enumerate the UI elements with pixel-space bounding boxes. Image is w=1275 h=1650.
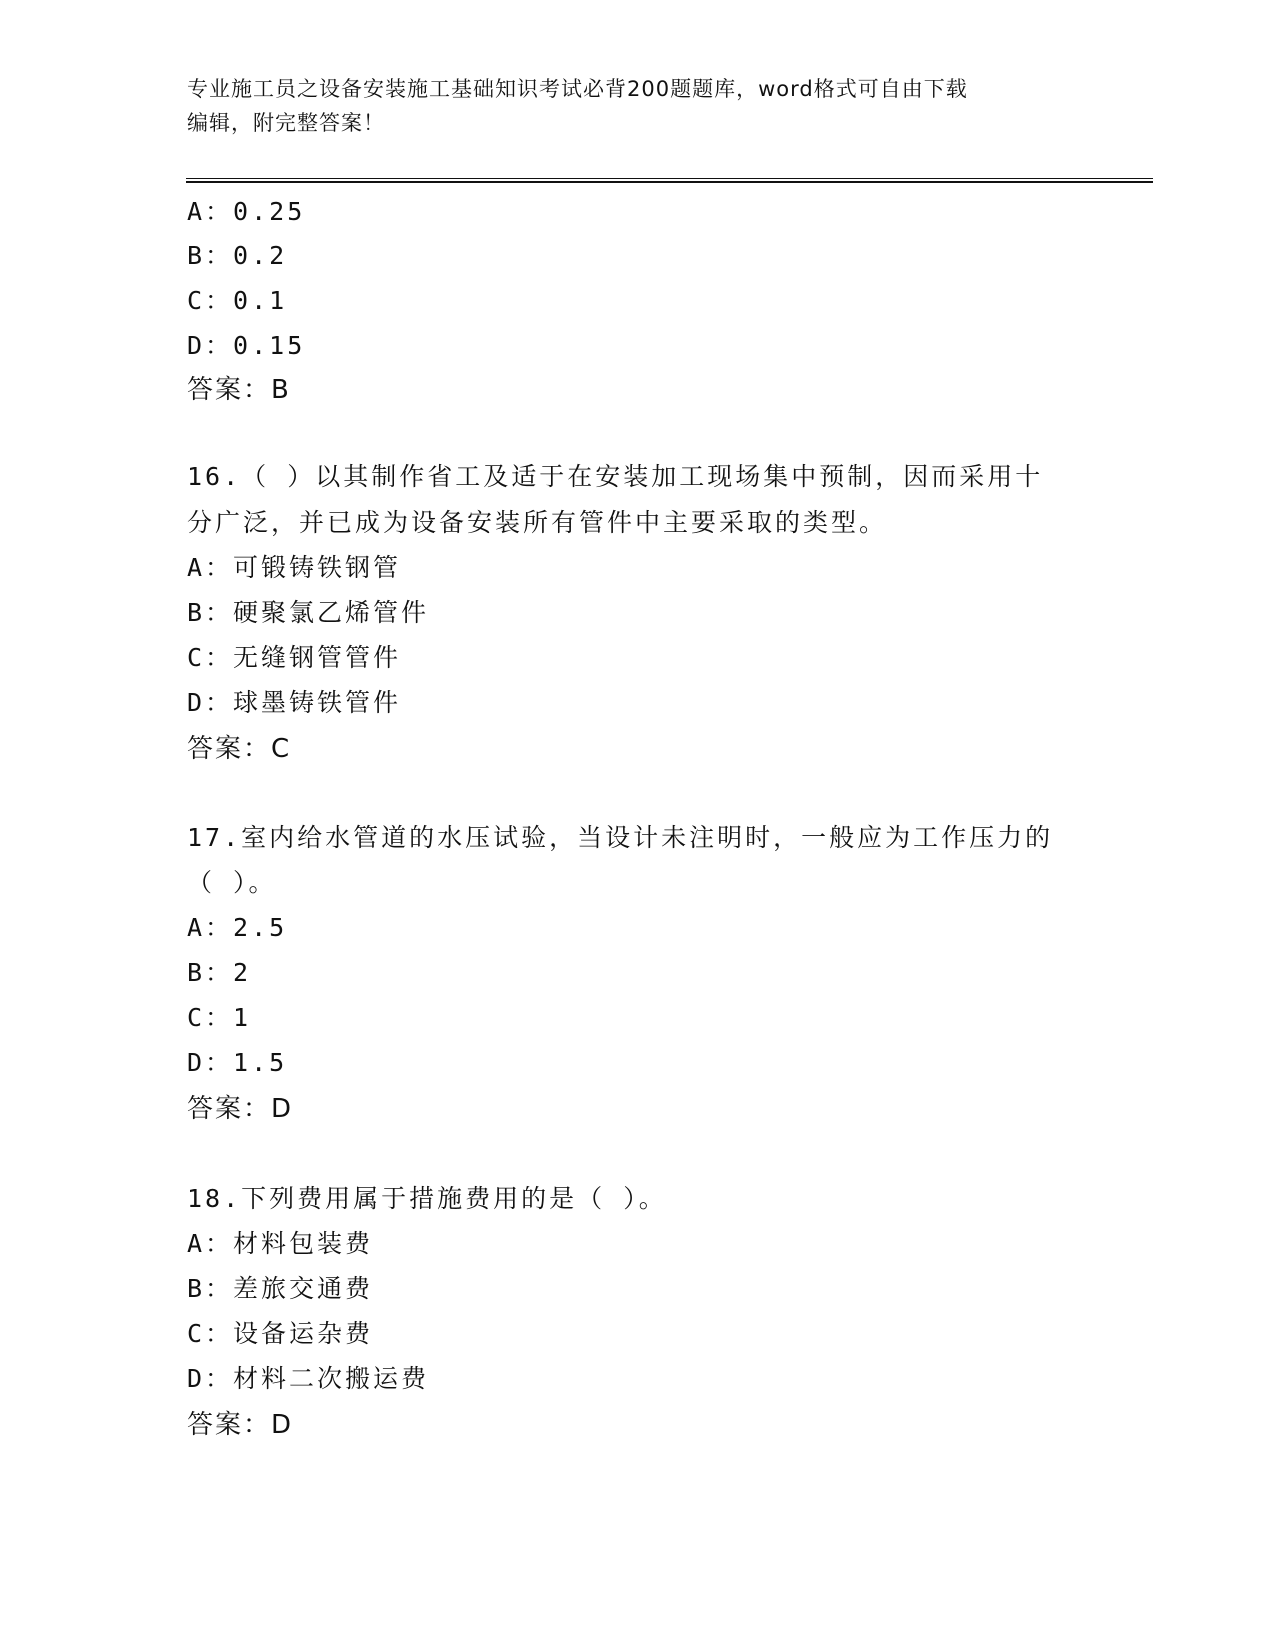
q18-option-b: B：差旅交通费: [187, 1274, 374, 1303]
document-header: [187, 72, 1067, 140]
q17-answer: 答案：D: [187, 1094, 294, 1124]
q15-option-c: C：0.1: [187, 286, 288, 315]
q16-option-d: D：球墨铸铁管件: [187, 688, 402, 717]
q16-option-c: C：无缝钢管管件: [187, 643, 402, 672]
q16-option-b: B：硬聚氯乙烯管件: [187, 598, 430, 627]
q15-option-d: D：0.15: [187, 331, 306, 360]
q17-option-b: B：2: [187, 958, 252, 987]
header-rule-thick: [186, 181, 1153, 183]
q18-answer: 答案：D: [187, 1410, 294, 1440]
q18-stem-line-1: 18.下列费用属于措施费用的是（ ）。: [187, 1184, 667, 1213]
header-line-2: 编辑，附完整答案！: [187, 111, 385, 135]
q16-stem-line-1: 16.（ ）以其制作省工及适于在安装加工现场集中预制，因而采用十: [187, 462, 1044, 491]
q17-stem-line-1: 17.室内给水管道的水压试验，当设计未注明时，一般应为工作压力的: [187, 823, 1054, 852]
q17-stem-line-2: （ ）。: [187, 868, 277, 897]
q16-stem-line-2: 分广泛，并已成为设备安装所有管件中主要采取的类型。: [187, 508, 888, 537]
q15-option-b: B：0.2: [187, 241, 288, 270]
q17-option-a: A：2.5: [187, 913, 288, 942]
q17-option-d: D：1.5: [187, 1048, 288, 1077]
q18-option-d: D：材料二次搬运费: [187, 1364, 430, 1393]
q18-option-c: C：设备运杂费: [187, 1319, 374, 1348]
q15-option-a: A：0.25: [187, 197, 306, 226]
q18-option-a: A：材料包装费: [187, 1229, 374, 1258]
q16-option-a: A：可锻铸铁钢管: [187, 553, 402, 582]
q15-answer: 答案：B: [187, 375, 291, 405]
header-line-1: 专业施工员之设备安装施工基础知识考试必背200题题库，word格式可自由下载: [187, 77, 968, 101]
header-rule-thin: [186, 178, 1153, 179]
q16-answer: 答案：C: [187, 734, 292, 764]
q17-option-c: C：1: [187, 1003, 252, 1032]
